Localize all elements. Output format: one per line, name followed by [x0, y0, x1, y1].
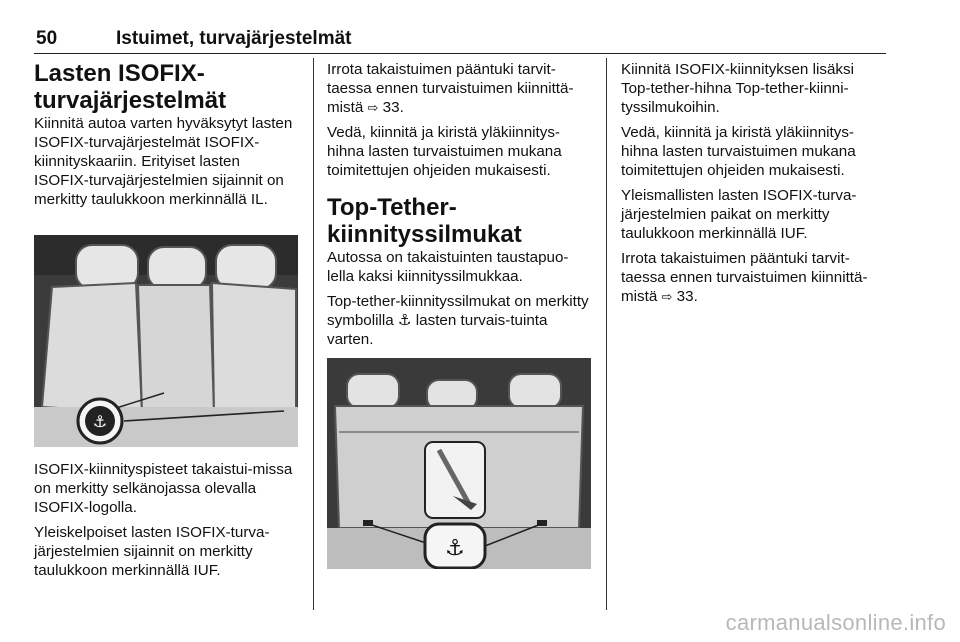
rear-seat-drawing — [34, 235, 298, 447]
reference-arrow-icon: ⇨ — [661, 289, 673, 304]
tether-symbol-paragraph — [327, 292, 593, 349]
running-title: Istuimet, turvajärjestelmät — [116, 28, 352, 49]
top-tether-loops-illustration — [327, 358, 591, 569]
column-2 — [327, 60, 593, 355]
header-rule — [34, 53, 886, 54]
tether-symbol-text-after: lasten turvais-tuinta varten. — [327, 312, 548, 348]
universal-positions-paragraph: Yleismallisten lasten ISOFIX-turva-järjestelmien paikat on merkitty taulukkoon merkinnällä IUF. — [621, 187, 857, 242]
column-divider-2 — [606, 58, 607, 610]
svg-text:⚓: ⚓ — [92, 412, 108, 431]
page-number: 50 — [36, 28, 58, 49]
watermark: carmanualsonline.info — [725, 610, 946, 635]
page-reference-2[interactable]: 33. — [676, 288, 698, 305]
page-reference[interactable]: 33. — [382, 99, 404, 116]
column-divider-1 — [313, 58, 314, 610]
tether-symbol-text-before: Top-tether-kiinnityssilmukat on merkitty symbolilla — [327, 293, 589, 329]
tether-tighten-paragraph: Vedä, kiinnitä ja kiristä yläkiinnitys-hihna lasten turvaistuimen mukana toimitettujen ohjeiden mukaisesti. — [621, 124, 856, 179]
headrest-removal-text: Irrota takaistuimen pääntuki tarvit-taessa ennen turvaistuimen kiinnittä-mistä — [327, 61, 574, 116]
tether-attach-paragraph: Kiinnitä ISOFIX-kiinnityksen lisäksi Top-tether-hihna Top-tether-kiinni-tyssilmukoihin. — [621, 61, 854, 116]
page-header — [34, 28, 886, 52]
tether-strap-paragraph: Vedä, kiinnitä ja kiristä yläkiinnitys-hihna lasten turvaistuimen mukana toimitettujen ohjeiden mukaisesti. — [327, 124, 562, 179]
tether-loops-paragraph: Autossa on takaistuinten taustapuo-lella kaksi kiinnityssilmukkaa. — [327, 249, 569, 285]
rear-seat-isofix-illustration — [34, 235, 298, 447]
isofix-caption: ISOFIX-kiinnityspisteet takaistui-missa on merkitty selkänojassa olevalla ISOFIX-logolla. — [34, 461, 293, 516]
section-heading-top-tether: Top-Tether-kiinnityssilmukat — [327, 194, 522, 248]
headrest-removal-text-2: Irrota takaistuimen pääntuki tarvit-taessa ennen turvaistuimen kiinnittä-mistä — [621, 250, 868, 305]
section-heading-isofix: Lasten ISOFIX-turvajärjestelmät — [34, 60, 227, 114]
headrest-removal-paragraph — [327, 60, 593, 117]
svg-text:⚓: ⚓ — [445, 536, 465, 561]
column-1 — [34, 60, 296, 215]
isofix-universal-paragraph: Yleiskelpoiset lasten ISOFIX-turva-järjestelmien sijainnit on merkitty taulukkoon merkinnällä IUF. — [34, 524, 270, 579]
headrest-removal-paragraph-2 — [621, 249, 887, 306]
column-1-lower — [34, 460, 296, 586]
isofix-intro-paragraph: Kiinnitä autoa varten hyväksytyt lasten ISOFIX-turvajärjestelmät ISOFIX-kiinnityskaariin. Erityiset lasten ISOFIX-turvajärjestelmien sijainnit on merkitty taulukkoon merkinnällä IL. — [34, 115, 293, 208]
top-tether-symbol-icon: ⚓ — [397, 312, 412, 329]
cargo-area-drawing — [327, 358, 591, 569]
reference-arrow-icon: ⇨ — [367, 100, 379, 115]
column-3 — [621, 60, 887, 312]
